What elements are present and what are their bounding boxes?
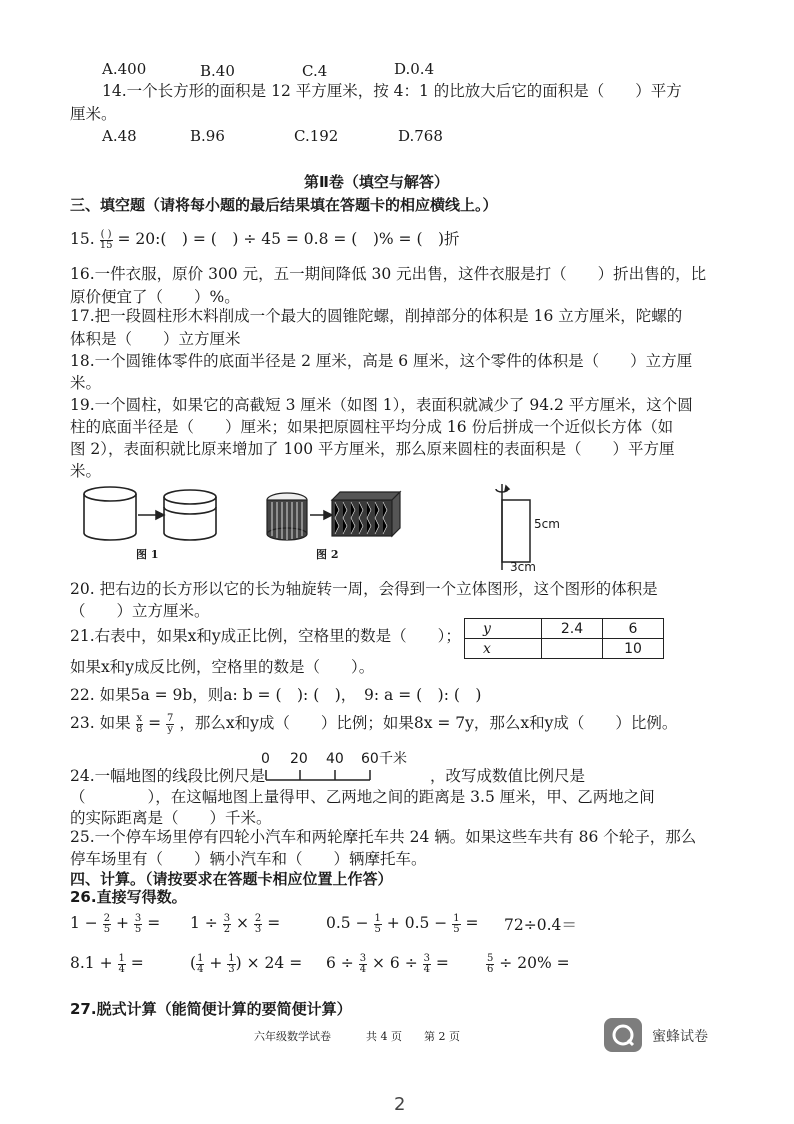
q14-option-d: D.768 [398,127,443,145]
q26-title: 26.直接写得数。 [70,888,187,906]
q21-table [464,618,664,659]
expr-text: × 6 ÷ [367,954,423,972]
q22: 22. 如果5a = 9b，则a: b = ( ): ( )， 9: a = ( ): ( ) [70,686,482,704]
q21-line1: 21.右表中，如果x和y成正比例，空格里的数是（ ）； [70,627,461,645]
q15-number: 15. [70,230,95,248]
fig1-label: 图 1 [136,548,159,561]
fig1-cylinder-tall [84,487,136,540]
q23-frac2-num: 7 [167,712,174,724]
q26-expr-6 [190,952,302,975]
q20-line2: （ ）立方厘米。 [70,602,210,620]
watermark-logo-icon [604,1018,642,1052]
section3-title: 三、填空题（请将每小题的最后结果填在答题卡的相应横线上。） [70,196,498,214]
q26-expr-5 [70,952,144,975]
frac-num: 2 [254,912,262,924]
expr-text: 8.1 + [70,954,118,972]
frac-num: 1 [453,912,460,924]
q23 [70,712,677,735]
frac-den: 5 [134,923,142,935]
frac-num: 3 [359,952,367,964]
frac-den: 5 [103,923,111,935]
table-cell: 6 [603,619,664,639]
q26-expr-7 [326,952,449,975]
q14-option-a: A.48 [102,127,137,145]
fraction [227,954,235,975]
expr-text: ÷ 20% = [494,954,570,972]
fig2-cuboid [332,492,400,536]
section2-title: 第Ⅱ卷（填空与解答） [304,173,449,191]
q21-line2: 如果x和y成反比例，空格里的数是（ ）。 [70,658,375,676]
q26-expr-3 [326,912,479,935]
q24-prefix: 24.一幅地图的线段比例尺是 [70,767,266,785]
q26-expr-8 [486,952,570,975]
expr-text: + [111,914,134,932]
footer-page: 第 2 页 [424,1030,460,1043]
frac-num: 3 [134,912,142,924]
q26-expr-4: 72÷0.4＝ [504,916,577,934]
q25-line1: 25.一个停车场里停有四轮小汽车和两轮摩托车共 24 辆。如果这些车共有 86 个轮子，那么 [70,828,697,846]
frac-den: 6 [487,963,494,975]
fraction [423,954,431,975]
fig2-sliced-cylinder [267,493,307,540]
q17-line2: 体积是（ ）立方厘米 [70,330,241,348]
option-c: C.4 [302,62,328,80]
frac-den: 4 [423,963,430,975]
q23-frac2 [166,714,174,735]
expr-text: = [142,914,161,932]
expr-text: ) × 24 = [235,954,303,972]
table-cell: 10 [603,639,664,659]
q24-scale-bar [264,760,374,784]
expr-text: 1 ÷ [190,914,223,932]
option-b: B.40 [200,62,235,80]
frac-num: 3 [423,952,430,964]
fig1-cylinder-short [164,490,216,540]
q19-line2: 柱的底面半径是（ ）厘米；如果把原圆柱平均分成 16 份后拼成一个近似长方体（如 [70,418,674,436]
q14-option-b: B.96 [190,127,225,145]
q23-frac1 [136,714,144,735]
q14-option-c: C.192 [294,127,339,145]
q15-rest: = 20:( ) = ( ) ÷ 45 = 0.8 = ( )% = ( )折 [117,230,460,248]
expr-text: × [231,914,254,932]
fraction [118,954,126,975]
q23-frac2-den: y [167,723,174,735]
q16-line1: 16.一件衣服，原价 300 元，五一期间降低 30 元出售，这件衣服是打（ ）折出售的，比 [70,265,707,283]
q24-tick-60: 60 [361,751,379,767]
table-cell [542,639,603,659]
fig2-arrow [310,511,332,519]
expr-text: 0.5 − [326,914,374,932]
frac-num: 3 [223,912,231,924]
frac-num: 2 [103,912,111,924]
q18-line2: 米。 [70,374,102,392]
fraction [359,954,367,975]
expr-text: = [460,914,479,932]
q24-tick-20: 20 [290,751,308,767]
q15-frac-den: 15 [99,239,113,251]
q23-eq: = [148,714,167,732]
frac-den: 3 [254,923,262,935]
q23-prefix: 23. 如果 [70,714,131,732]
q26-expr-2 [190,912,280,935]
section4-title: 四、计算。（请按要求在答题卡相应位置上作答） [70,870,393,888]
q24-scale-unit: 千米 [379,751,407,767]
frac-num: 1 [374,912,381,924]
fraction [452,914,460,935]
rect-height-label: 5cm [534,517,560,531]
expr-text: + [204,954,228,972]
expr-text: 1 − [70,914,103,932]
frac-num: 1 [228,952,235,964]
q24-line3: 的实际距离是（ ）千米。 [70,809,272,827]
q23-rest: ，那么x和y成（ ）比例；如果8x = 7y，那么x和y成（ ）比例。 [179,714,678,732]
q27-title: 27.脱式计算（能简便计算的要简便计算） [70,1000,352,1018]
option-a: A.400 [102,60,147,78]
rect-width-label: 3cm [510,560,536,574]
frac-num: 1 [197,952,204,964]
footer-subject: 六年级数学试卷 [254,1030,331,1043]
footer-total: 共 4 页 [366,1030,402,1043]
fig2-label: 图 2 [316,548,339,561]
table-row [465,639,664,659]
q15-frac-num: ( ) [100,228,112,240]
q17-line1: 17.把一段圆柱形木料削成一个最大的圆锥陀螺，削掉部分的体积是 16 立方厘米，陀螺的 [70,307,683,325]
q24-tick-40: 40 [326,751,344,767]
frac-den: 5 [374,923,381,935]
frac-num: 5 [487,952,494,964]
frac-den: 3 [228,963,235,975]
q19-line1: 19.一个圆柱，如果它的高截短 3 厘米（如图 1），表面积就减少了 94.2 平方厘米，这个圆 [70,396,693,414]
table-cell: x [465,639,542,659]
page-number: 2 [394,1094,406,1115]
q19-line3: 图 2），表面积就比原来增加了 100 平方厘米，那么原来圆柱的表面积是（ ）平方厘 [70,440,675,458]
fraction [374,914,382,935]
q16-line2: 原价便宜了（ ）%。 [70,288,240,306]
expr-text: + 0.5 − [381,914,453,932]
q19-line4: 米。 [70,462,102,480]
q24-tick-0: 0 [261,751,270,767]
table-row [465,619,664,639]
expr-text: ( [190,954,197,972]
frac-den: 4 [118,963,125,975]
q23-frac1-num: x [136,712,143,724]
fraction [103,914,111,935]
watermark-text: 蜜蜂试卷 [652,1029,708,1045]
q20-line1: 20. 把右边的长方形以它的长为轴旋转一周，会得到一个立体图形，这个图形的体积是 [70,580,658,598]
q18-line1: 18.一个圆锥体零件的底面半径是 2 厘米，高是 6 厘米，这个零件的体积是（ ）立方厘 [70,352,693,370]
q23-frac1-den: 8 [136,723,143,735]
q24-suffix: ，改写成数值比例尺是 [430,767,586,785]
q14-line2: 厘米。 [70,105,117,123]
option-d: D.0.4 [394,60,435,78]
q24-line2: （ ），在这幅地图上量得甲、乙两地之间的距离是 3.5 厘米，甲、乙两地之间 [70,788,655,806]
frac-den: 4 [359,963,367,975]
expr-text: = [262,914,281,932]
q25-line2: 停车场里有（ ）辆小汽车和（ ）辆摩托车。 [70,850,427,868]
fig1-arrow [138,511,164,519]
expr-text: 6 ÷ [326,954,359,972]
frac-den: 5 [453,923,460,935]
frac-den: 2 [223,923,231,935]
q26-expr-1 [70,912,160,935]
frac-den: 4 [197,963,204,975]
expr-text: = [125,954,144,972]
q14-line1: 14.一个长方形的面积是 12 平方厘米，按 4：1 的比放大后它的面积是（ ）平方 [102,82,682,100]
table-cell: y [465,619,542,639]
frac-num: 1 [118,952,125,964]
table-cell: 2.4 [542,619,603,639]
expr-text: = [431,954,449,972]
fraction [223,914,231,935]
